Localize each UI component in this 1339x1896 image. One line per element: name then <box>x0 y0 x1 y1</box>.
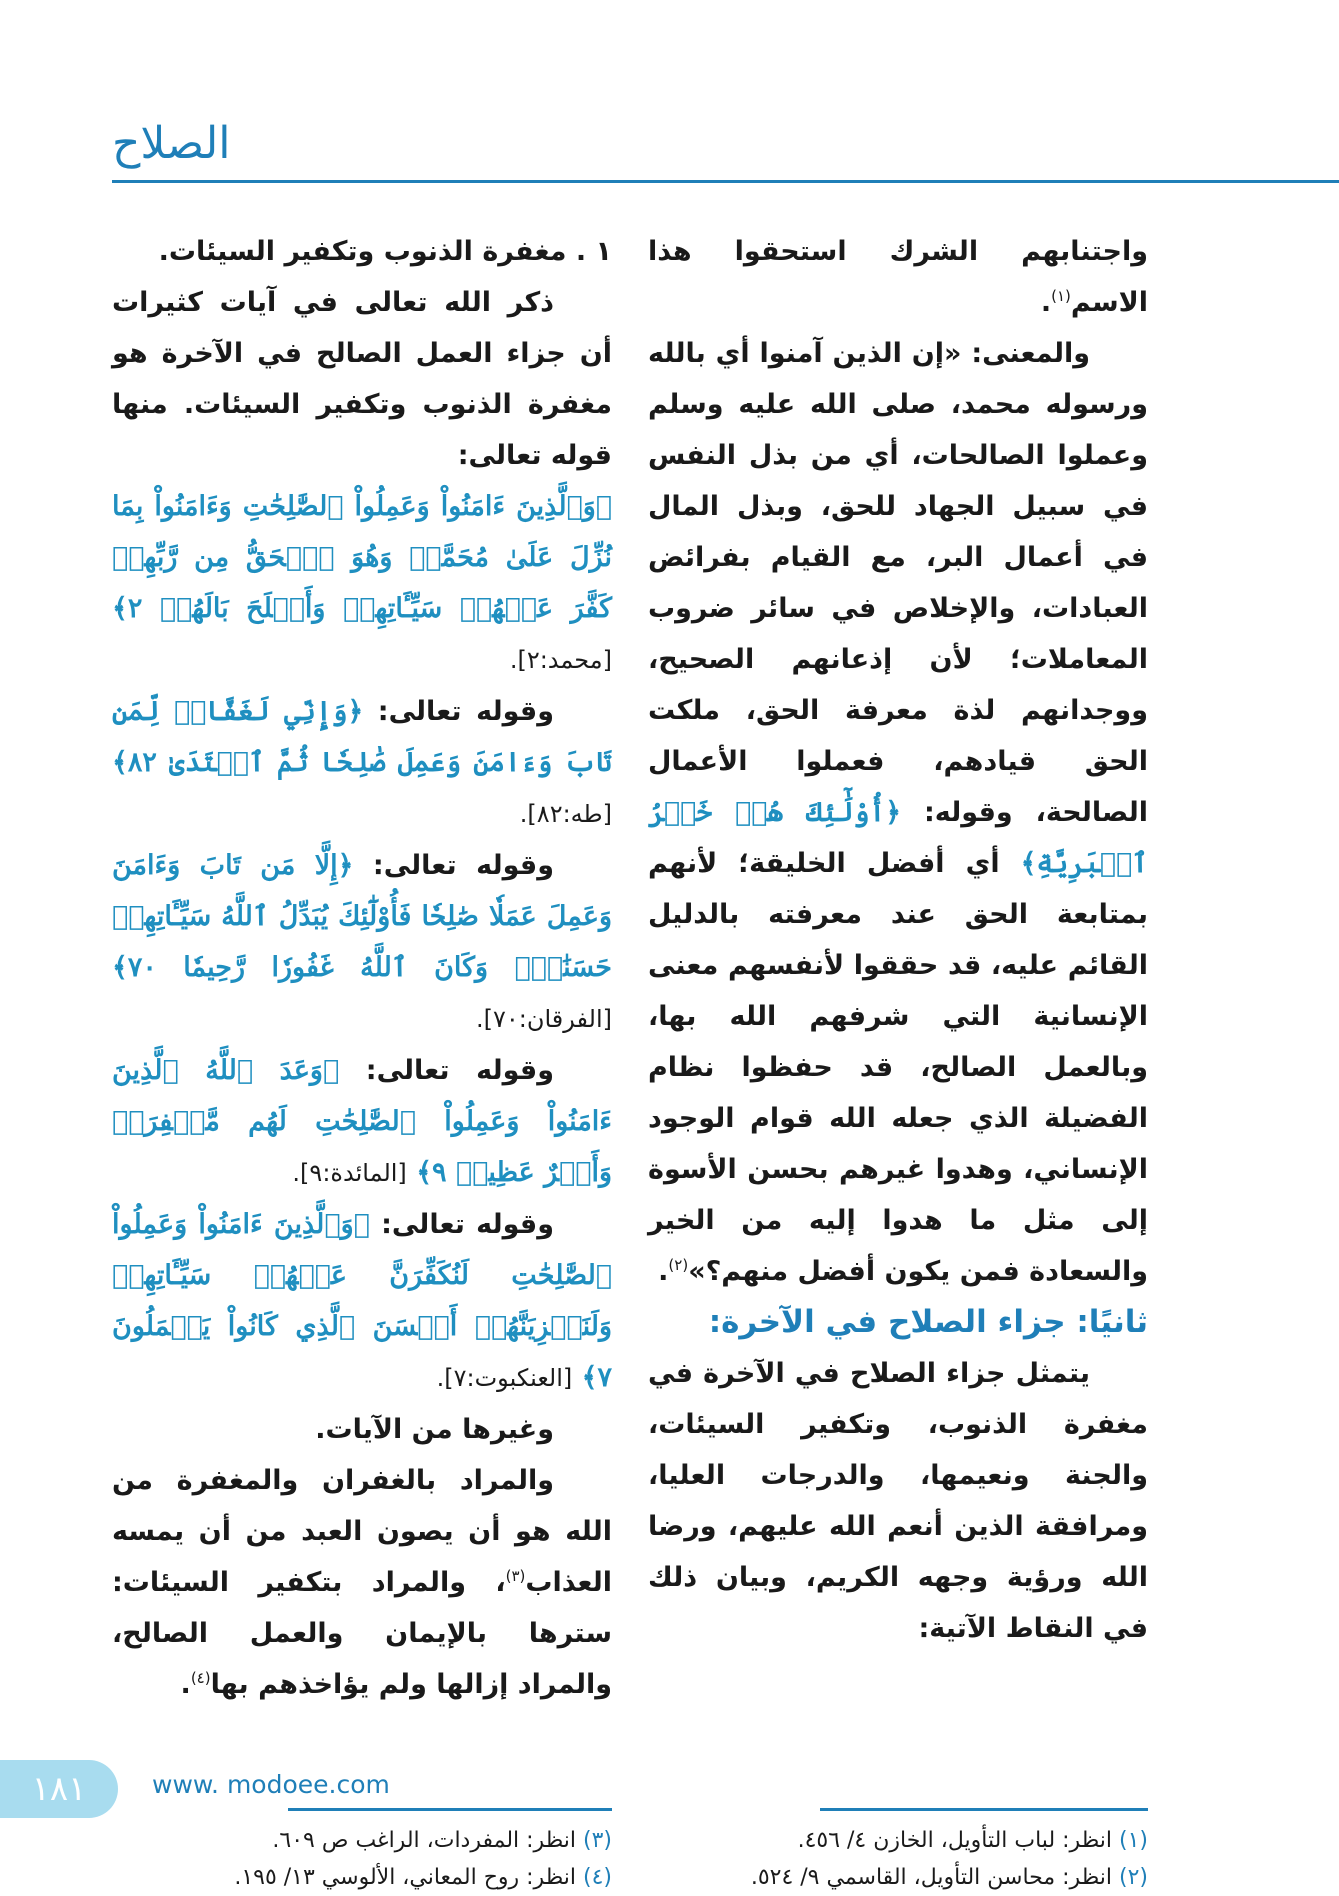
footnote-number: (٣) <box>582 1828 612 1853</box>
paragraph-reward: يتمثل جزاء الصلاح في الآخرة في مغفرة الذنوب، وتكفير السيئات، والجنة ونعيمها، والدرجات العليا، ومرافقة الذين أنعم الله عليهم، ورضا الله ورؤية وجهه الكريم، وبيان ذلك في النقاط الآتية: <box>648 1358 1148 1644</box>
quran-verse: ﴿وَٱلَّذِينَ ءَامَنُواْ وَعَمِلُواْ ٱلصَّٰلِحَٰتِ وَءَامَنُواْ بِمَا نُزِّلَ عَلَىٰ مُحَمَّدٖ وَهُوَ ٱلۡحَقُّ مِن رَّبِّهِمۡ كَفَّرَ عَنۡهُمۡ سَيِّـَٔاتِهِمۡ وَأَصۡلَحَ بَالَهُمۡ ٢﴾ <box>112 491 612 624</box>
footnote-number: (٢) <box>1118 1865 1148 1890</box>
footnote-item <box>648 1822 1148 1859</box>
footnotes-left <box>112 1822 612 1896</box>
paragraph-others: وغيرها من الآيات. <box>315 1414 554 1445</box>
header-rule <box>112 180 1339 183</box>
quran-verse: ﴿وَإِنِّي لَغَفَّارٞ لِّمَن تَابَ وَءَامَنَ وَعَمِلَ صَٰلِحٗا ثُمَّ ٱهۡتَدَىٰ ٨٢﴾ <box>112 696 612 778</box>
verse-reference: [محمد:٢]. <box>509 646 612 674</box>
quran-verse: ﴿إِلَّا مَن تَابَ وَءَامَنَ وَعَمِلَ عَمَلٗا صَٰلِحٗا فَأُوْلَٰٓئِكَ يُبَدِّلُ ٱللَّهُ سَيِّـَٔاتِهِمۡ حَسَنَٰتٖۗ وَكَانَ ٱللَّهُ غَفُورٗا رَّحِيمٗا ٧٠﴾ <box>112 850 612 983</box>
paragraph-text: واجتنابهم الشرك استحقوا هذا الاسم <box>648 236 1148 318</box>
punctuation: . <box>180 1669 191 1700</box>
verse-reference: [المائدة:٩]. <box>292 1159 407 1187</box>
footnote-ref-1[interactable]: (١) <box>1051 287 1071 305</box>
verse-block-4 <box>112 1045 612 1199</box>
footnote-item <box>112 1859 612 1896</box>
footnote-item <box>648 1859 1148 1896</box>
paragraph-text: والمراد بالغفران والمغفرة من الله هو أن يصون العبد من أن يمسه العذاب <box>112 1465 612 1598</box>
verse-intro: وقوله تعالى: <box>377 696 554 727</box>
paragraph-text: ، والمراد بتكفير السيئات: سترها بالإيمان والعمل الصالح، والمراد إزالها ولم يؤاخذهم بها <box>112 1567 612 1700</box>
paragraph-meaning <box>648 328 1148 1297</box>
footnote-rule-left <box>288 1808 612 1811</box>
verse-reference: [الفرقان:٧٠]. <box>475 1005 612 1033</box>
punctuation: . <box>1040 287 1052 318</box>
verse-reference: [طه:٨٢]. <box>519 800 612 828</box>
verse-intro: وقوله تعالى: <box>372 850 554 881</box>
paragraph-text: والمعنى: «إن الذين آمنوا أي بالله ورسوله محمد، صلى الله عليه وسلم وعملوا الصالحات، أي من بذل النفس في سبيل الجهاد للحق، وبذل المال في أعمال البر، مع القيام بفرائض العبادات، والإخلاص في سائر ضروب المعاملات؛ لأن إذعانهم الصحيح، ووجدانهم لذة معرفة الحق، ملكت الحق قيادهم، فعملوا الأعمال الصالحة، وقوله: <box>648 338 1148 828</box>
verse-block-5 <box>112 1199 612 1404</box>
page-number-badge: ١٨١ <box>0 1760 118 1818</box>
paragraph-text: أي أفضل الخليقة؛ لأنهم بمتابعة الحق عند معرفته بالدليل القائم عليه، قد حققوا لأنفسهم معنى الإنسانية التي شرفهم الله بها، وبالعمل الصالح، قد حفظوا نظام الفضيلة الذي جعله الله قوام الوجود الإنساني، وهدوا غيرهم بحسن الأسوة إلى مثل ما هدوا إليه من الخير والسعادة فمن يكون أفضل منهم؟» <box>648 848 1148 1287</box>
punctuation: . <box>658 1256 669 1287</box>
footnote-text: انظر: محاسن التأويل، القاسمي ٩/ ٥٢٤. <box>750 1865 1112 1890</box>
site-url-link[interactable]: www. modoee.com <box>152 1770 390 1799</box>
quran-verse: ﴿أُوْلَٰٓئِكَ هُمۡ خَيۡرُ ٱلۡبَرِيَّةِ﴾ <box>648 797 1148 879</box>
quran-verse: ﴿وَٱلَّذِينَ ءَامَنُواْ وَعَمِلُواْ ٱلصَّٰلِحَٰتِ لَنُكَفِّرَنَّ عَنۡهُمۡ سَيِّـَٔاتِهِمۡ وَلَنَجۡزِيَنَّهُمۡ أَحۡسَنَ ٱلَّذِي كَانُواْ يَعۡمَلُونَ ٧﴾ <box>112 1209 612 1393</box>
verse-intro: وقوله تعالى: <box>381 1209 554 1240</box>
paragraph-continuation <box>648 226 1148 328</box>
verse-reference: [العنكبوت:٧]. <box>436 1364 573 1392</box>
right-column <box>648 226 1148 1654</box>
footnote-ref-4[interactable]: (٤) <box>190 1669 211 1687</box>
footnotes-right <box>648 1822 1148 1896</box>
verse-block-2 <box>112 686 612 840</box>
footnote-ref-2[interactable]: (٢) <box>668 1256 689 1274</box>
footnote-item <box>112 1822 612 1859</box>
paragraph-forgiveness-meaning <box>112 1455 612 1710</box>
verse-intro: وقوله تعالى: <box>365 1055 555 1086</box>
footnote-text: انظر: المفردات، الراغب ص ٦٠٩. <box>272 1828 576 1853</box>
footnote-number: (٤) <box>582 1865 612 1890</box>
footnote-text: انظر: روح المعاني، الألوسي ١٣/ ١٩٥. <box>234 1865 576 1890</box>
running-header-title: الصلاح <box>112 118 231 169</box>
verse-block-3 <box>112 840 612 1045</box>
footnote-number: (١) <box>1118 1828 1148 1853</box>
verse-block-1 <box>112 481 612 686</box>
subheading: ١ . مغفرة الذنوب وتكفير السيئات. <box>158 236 612 267</box>
footnote-rule-right <box>820 1808 1148 1811</box>
left-column <box>112 226 612 1710</box>
paragraph-intro: ذكر الله تعالى في آيات كثيرات أن جزاء العمل الصالح في الآخرة هو مغفرة الذنوب وتكفير السيئات. منها قوله تعالى: <box>112 287 612 471</box>
quran-verse: ﴿وَعَدَ ٱللَّهُ ٱلَّذِينَ ءَامَنُواْ وَعَمِلُواْ ٱلصَّٰلِحَٰتِ لَهُم مَّغۡفِرَةٞ وَأَجۡرٌ عَظِيمٞ ٩﴾ <box>112 1055 612 1188</box>
footnote-text: انظر: لباب التأويل، الخازن ٤/ ٤٥٦. <box>797 1828 1112 1853</box>
section-heading: ثانيًا: جزاء الصلاح في الآخرة: <box>708 1304 1148 1340</box>
footnote-ref-3[interactable]: (٣) <box>505 1567 526 1585</box>
